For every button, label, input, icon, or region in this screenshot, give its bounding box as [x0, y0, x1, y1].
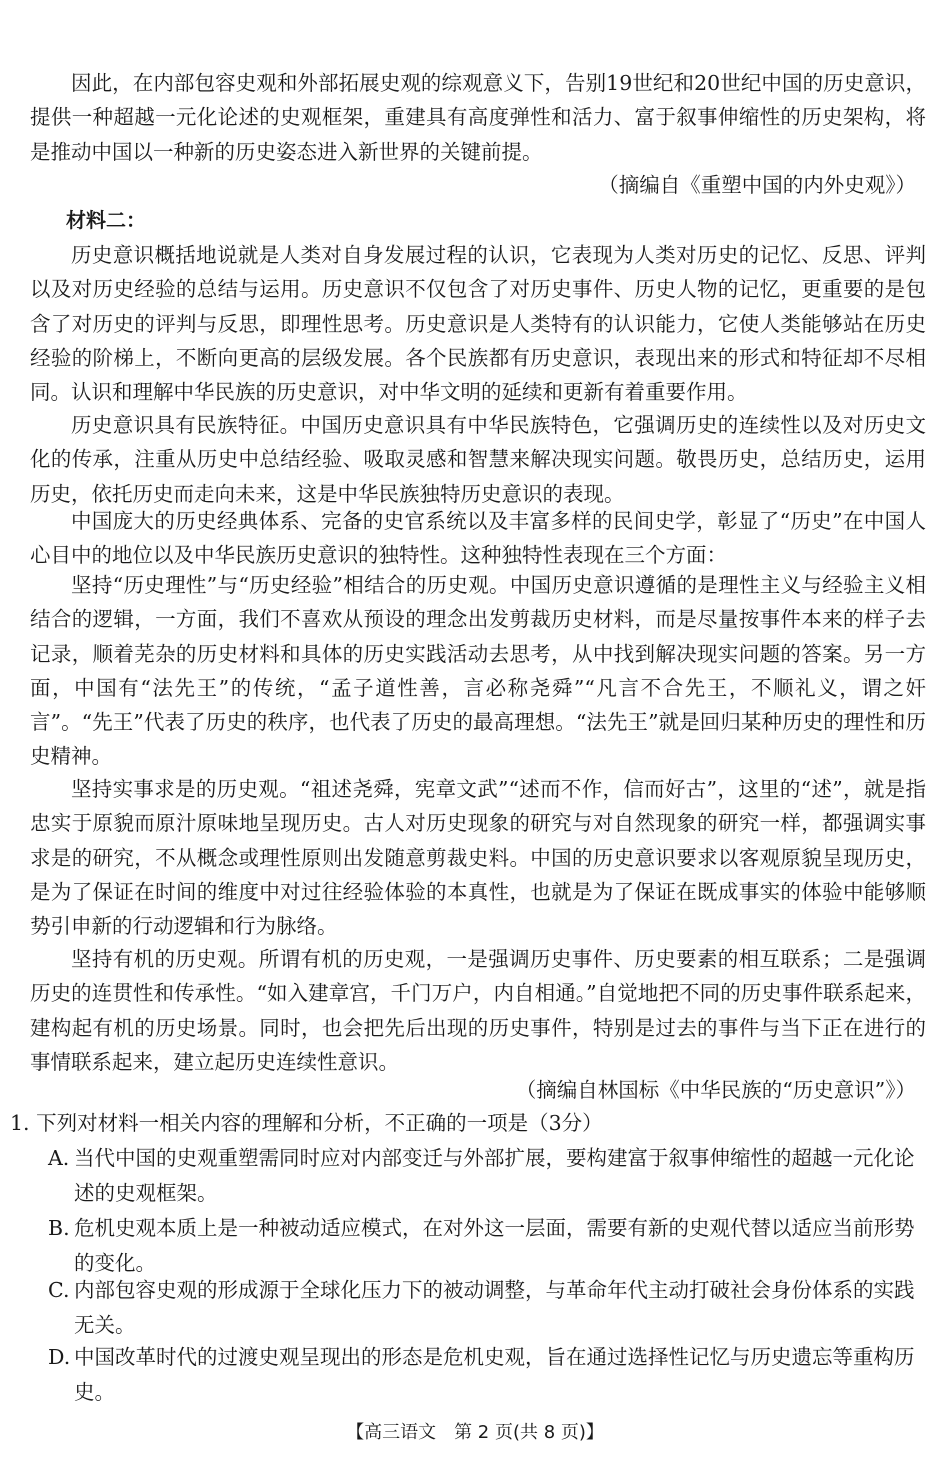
option-letter: A. — [48, 1146, 70, 1170]
material2-paragraph: 历史意识具有民族特征。中国历史意识具有中华民族特色，它强调历史的连续性以及对历史文化的传承，注重从历史中总结经验、吸取灵感和智慧来解决现实问题。敬畏历史，总结历史，运用历史，依托历史而走向未来，这是中华民族独特历史意识的表现。 — [30, 413, 926, 506]
page-footer: 【高三语文 第 2 页(共 8 页)】 — [346, 1422, 604, 1443]
option-letter: C. — [48, 1278, 70, 1302]
question-stem: 1. 下列对材料一相关内容的理解和分析，不正确的一项是（3分） — [10, 1111, 603, 1135]
option-b — [48, 1211, 926, 1280]
material2-paragraph: 坚持实事求是的历史观。“祖述尧舜，宪章文武”“述而不作，信而好古”，这里的“述”，就是指忠实于原貌而原汁原味地呈现历史。古人对历史现象的研究与对自然现象的研究一样，都强调实事求是的研究，不从概念或理性原则出发随意剪裁史料。中国的历史意识要求以客观原貌呈现历史，是为了保证在时间的维度中对过往经验体验的本真性，也就是为了保证在既成事实的体验中能够顺势引申新的行动逻辑和行为脉络。 — [30, 777, 926, 939]
material1-source: （摘编自《重塑中国的内外史观》） — [598, 173, 916, 197]
material2-heading: 材料二： — [66, 208, 146, 232]
option-a — [48, 1141, 926, 1210]
material2-paragraph: 坚持有机的历史观。所谓有机的历史观，一是强调历史事件、历史要素的相互联系；二是强调历史的连贯性和传承性。“如入建章宫，千门万户，内自相通。”自觉地把不同的历史事件联系起来，建构起有机的历史场景。同时，也会把先后出现的历史事件，特别是过去的事件与当下正在进行的事情联系起来，建立起历史连续性意识。 — [30, 947, 926, 1074]
option-letter: D. — [48, 1345, 71, 1369]
material2-paragraph: 历史意识概括地说就是人类对自身发展过程的认识，它表现为人类对历史的记忆、反思、评判以及对历史经验的总结与运用。历史意识不仅包含了对历史事件、历史人物的记忆，更重要的是包含了对历史的评判与反思，即理性思考。历史意识是人类特有的认识能力，它使人类能够站在历史经验的阶梯上，不断向更高的层级发展。各个民族都有历史意识，表现出来的形式和特征却不尽相同。认识和理解中华民族的历史意识，对中华文明的延续和更新有着重要作用。 — [30, 243, 926, 405]
option-text: 内部包容史观的形成源于全球化压力下的被动调整，与革命年代主动打破社会身份体系的实践无关。 — [74, 1278, 915, 1337]
material2-paragraph: 中国庞大的历史经典体系、完备的史官系统以及丰富多样的民间史学，彰显了“历史”在中国人心目中的地位以及中华民族历史意识的独特性。这种独特性表现在三个方面： — [30, 509, 926, 568]
option-text: 当代中国的史观重塑需同时应对内部变迁与外部扩展，要构建富于叙事伸缩性的超越一元化论述的史观框架。 — [74, 1146, 915, 1205]
option-d — [48, 1340, 926, 1409]
option-c — [48, 1273, 926, 1342]
option-letter: B. — [48, 1216, 70, 1240]
material2-paragraph: 坚持“历史理性”与“历史经验”相结合的历史观。中国历史意识遵循的是理性主义与经验主义相结合的逻辑，一方面，我们不喜欢从预设的理念出发剪裁历史材料，而是尽量按事件本来的样子去记录，顺着芜杂的历史材料和具体的历史实践活动去思考，从中找到解决现实问题的答案。另一方面，中国有“法先王”的传统，“孟子道性善，言必称尧舜”“凡言不合先王，不顺礼义，谓之奸言”。“先王”代表了历史的秩序，也代表了历史的最高理想。“法先王”就是回归某种历史的理性和历史精神。 — [30, 573, 926, 769]
material1-conclusion-paragraph: 因此，在内部包容史观和外部拓展史观的综观意义下，告别19世纪和20世纪中国的历史意识，提供一种超越一元化论述的史观框架，重建具有高度弹性和活力、富于叙事伸缩性的历史架构，将是推动中国以一种新的历史姿态进入新世界的关键前提。 — [30, 71, 926, 164]
option-text: 中国改革时代的过渡史观呈现出的形态是危机史观，旨在通过选择性记忆与历史遗忘等重构历史。 — [74, 1345, 915, 1404]
material2-source: （摘编自林国标《中华民族的“历史意识”》） — [515, 1078, 916, 1102]
option-text: 危机史观本质上是一种被动适应模式，在对外这一层面，需要有新的史观代替以适应当前形势的变化。 — [74, 1216, 915, 1275]
